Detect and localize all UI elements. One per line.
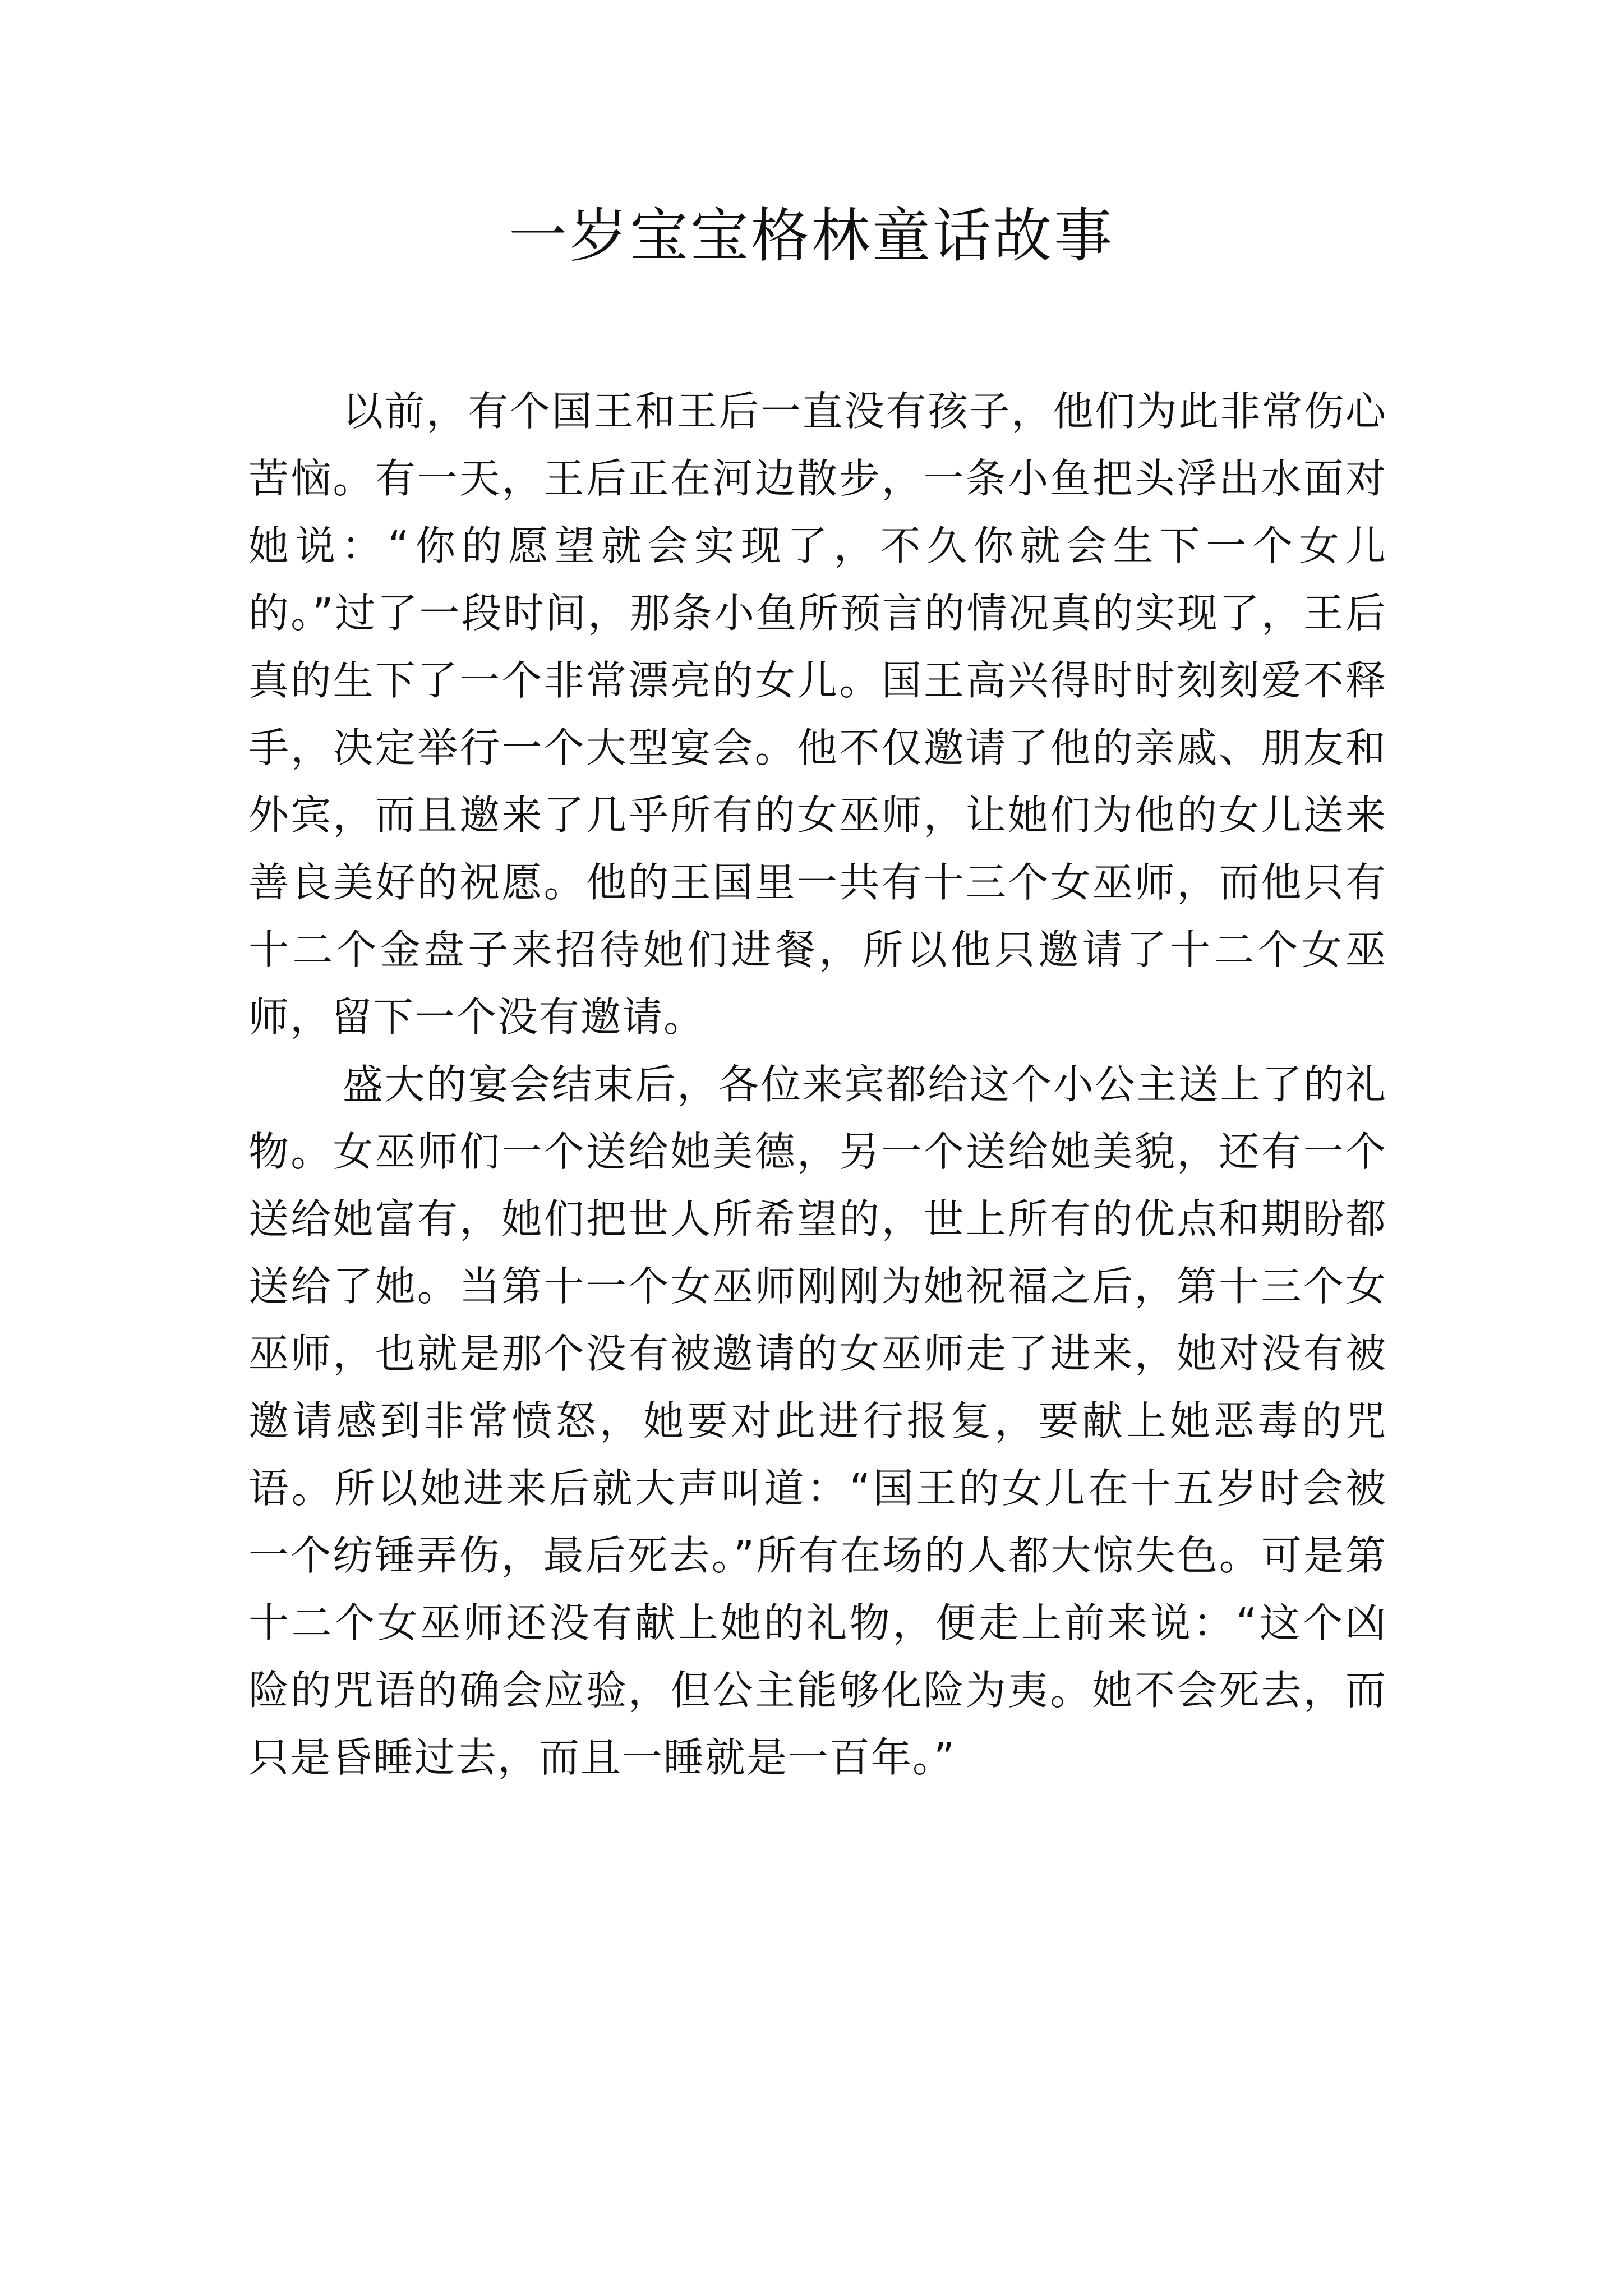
paragraph-1: 以前，有个国王和王后一直没有孩子，他们为此非常伤心苦恼。有一天，王后正在河边散步，一条小鱼把头浮出水面对她说：“你的愿望就会实现了，不久你就会生下一个女儿的。”过了一段时间，那条小鱼所预言的情况真的实现了，王后真的生下了一个非常漂亮的女儿。国王高兴得时时刻刻爱不释手，决定举行一个大型宴会。他不仅邀请了他的亲戚、朋友和外宾，而且邀来了几乎所有的女巫师，让她们为他的女儿送来善良美好的祝愿。他的王国里一共有十三个女巫师，而他只有十二个金盘子来招待她们进餐，所以他只邀请了十二个女巫师，留下一个没有邀请。: [248, 388, 1387, 1041]
document-title: 一岁宝宝格林童话故事: [508, 201, 1114, 270]
paragraph-2: 盛大的宴会结束后，各位来宾都给这个小公主送上了的礼物。女巫师们一个送给她美德，另一个送给她美貌，还有一个送给她富有，她们把世人所希望的，世上所有的优点和期盼都送给了她。当第十一个女巫师刚刚为她祝福之后，第十三个女巫师，也就是那个没有被邀请的女巫师走了进来，她对没有被邀请感到非常愤怒，她要对此进行报复，要献上她恶毒的咒语。所以她进来后就大声叫道：“国王的女儿在十五岁时会被一个纺锤弄伤，最后死去。”所有在场的人都大惊失色。可是第十二个女巫师还没有献上她的礼物，便走上前来说：“这个凶险的咒语的确会应验，但公主能够化险为夷。她不会死去，而只是昏睡过去，而且一睡就是一百年。”: [248, 1061, 1387, 1781]
document-body: [248, 378, 1387, 1791]
